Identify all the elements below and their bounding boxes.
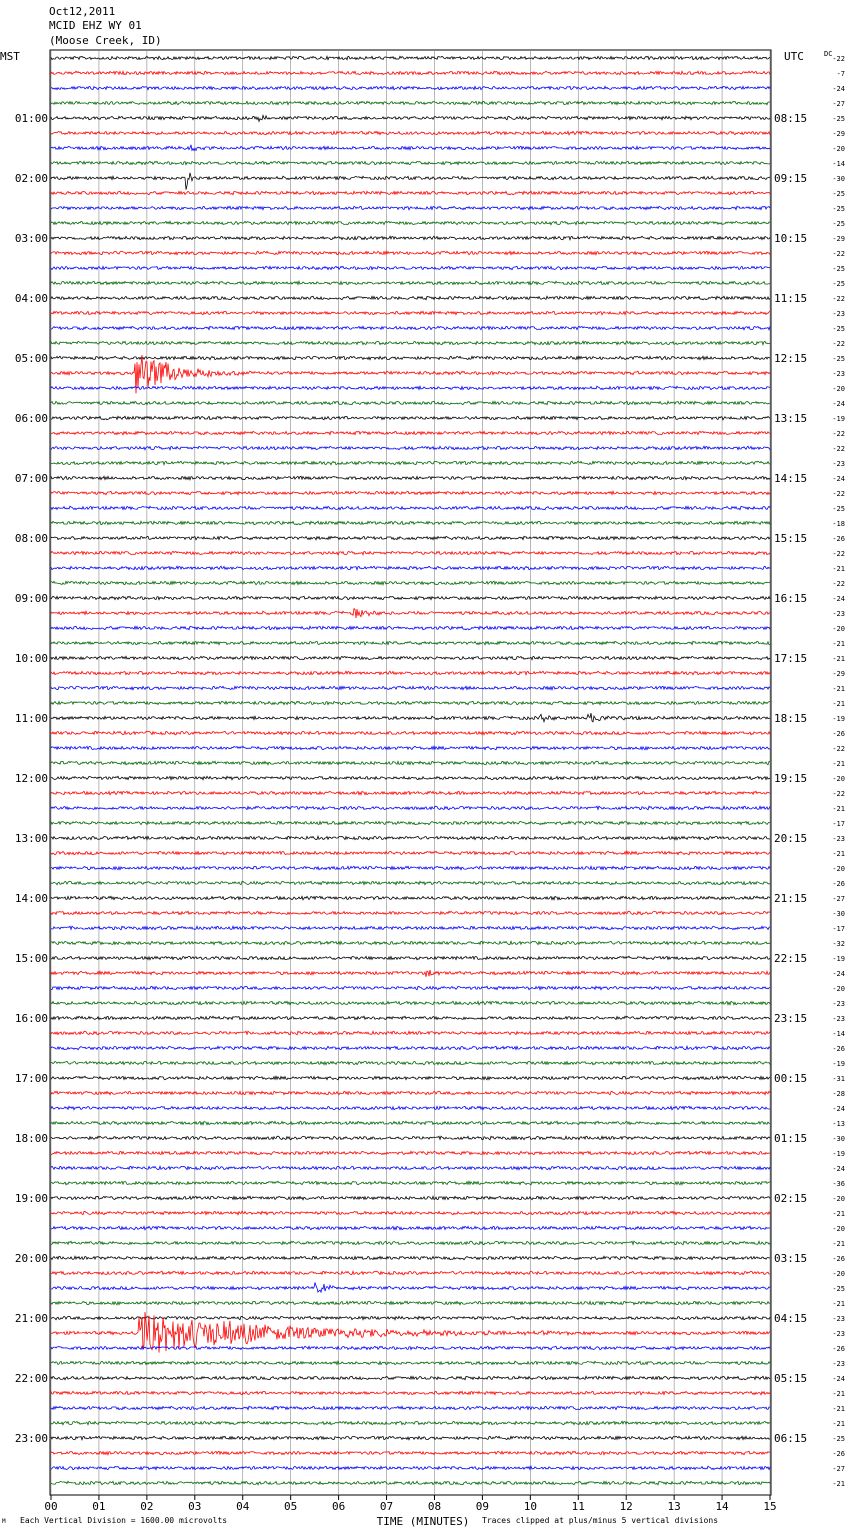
- hour-label-mst: 23:00: [14, 1432, 48, 1445]
- dc-offset-label: -29: [832, 130, 845, 138]
- x-tick-label: 01: [92, 1500, 106, 1513]
- trace-row: [51, 1016, 770, 1019]
- trace-row: [51, 1361, 770, 1364]
- dc-offset-label: -20: [832, 1270, 845, 1278]
- trace-row: [51, 476, 770, 479]
- dc-offset-label: -27: [832, 1465, 845, 1473]
- dc-offset-label: -20: [832, 865, 845, 873]
- trace-row: [51, 926, 770, 930]
- dc-offset-label: -19: [832, 955, 845, 963]
- dc-offset-label: -23: [832, 370, 845, 378]
- dc-offset-label: -22: [832, 340, 845, 348]
- x-tick-label: 07: [379, 1500, 394, 1513]
- dc-offset-label: -26: [832, 1450, 845, 1458]
- dc-offset-label: -13: [832, 1120, 845, 1128]
- dc-offset-label: -24: [832, 1375, 845, 1383]
- x-tick-label: 00: [44, 1500, 58, 1513]
- dc-offset-label: -17: [832, 925, 845, 933]
- right-zone-label: UTC: [784, 50, 804, 63]
- hour-label-mst: 12:00: [14, 772, 48, 785]
- hour-label-utc: 08:15: [774, 112, 808, 125]
- hour-label-mst: 06:00: [14, 412, 48, 425]
- trace-row: [51, 71, 770, 75]
- x-tick-label: 12: [619, 1500, 633, 1513]
- dc-offset-label: -22: [832, 745, 845, 753]
- hour-label-utc: 15:15: [774, 532, 808, 545]
- trace-row: [51, 806, 770, 810]
- dc-label: DC: [824, 50, 833, 58]
- trace-row: [51, 686, 770, 689]
- hour-label-mst: 11:00: [14, 712, 48, 725]
- dc-offset-label: -23: [832, 1000, 845, 1008]
- dc-offset-label: -22: [832, 550, 845, 558]
- trace-row: [51, 266, 770, 269]
- trace-row: [51, 731, 770, 734]
- hour-label-mst: 05:00: [14, 352, 48, 365]
- dc-offset-label: -25: [832, 280, 845, 288]
- trace-row: [51, 881, 770, 884]
- dc-offset-label: -24: [832, 1105, 845, 1113]
- dc-offset-label: -23: [832, 460, 845, 468]
- hour-label-utc: 05:15: [774, 1372, 808, 1385]
- dc-offset-label: -25: [832, 1285, 845, 1293]
- dc-offset-label: -26: [832, 535, 845, 543]
- trace-row: [51, 851, 770, 855]
- trace-row: [51, 713, 770, 722]
- trace-row: [51, 596, 770, 599]
- x-tick-label: 14: [715, 1500, 729, 1513]
- dc-offset-label: -21: [832, 655, 845, 663]
- hour-label-mst: 20:00: [14, 1252, 48, 1265]
- dc-offset-label: -26: [832, 880, 845, 888]
- dc-offset-label: -36: [832, 1180, 845, 1188]
- trace-row: [51, 761, 770, 764]
- hour-label-utc: 03:15: [774, 1252, 808, 1265]
- dc-offset-label: -28: [832, 1090, 845, 1098]
- dc-offset-label: -27: [832, 895, 845, 903]
- x-tick-label: 05: [284, 1500, 298, 1513]
- trace-row: [51, 101, 770, 104]
- dc-offset-label: -21: [832, 1240, 845, 1248]
- dc-offset-label: -21: [832, 565, 845, 573]
- dc-offset-label: -14: [832, 160, 845, 168]
- left-zone-label: MST: [0, 50, 20, 63]
- x-tick-label: 11: [571, 1500, 585, 1513]
- trace-row: [51, 1376, 770, 1379]
- dc-offset-label: -25: [832, 505, 845, 513]
- trace-row: [51, 206, 770, 210]
- hour-label-utc: 20:15: [774, 832, 808, 845]
- x-tick-label: 15: [763, 1500, 777, 1513]
- trace-row: [51, 1421, 770, 1425]
- trace-row: [51, 173, 770, 190]
- dc-offset-label: -30: [832, 175, 845, 183]
- trace-row: [51, 1481, 770, 1484]
- x-tick-label: 13: [667, 1500, 681, 1513]
- trace-row: [51, 536, 770, 540]
- dc-offset-label: -25: [832, 265, 845, 273]
- dc-offset-label: -21: [832, 1300, 845, 1308]
- dc-offset-label: -25: [832, 220, 845, 228]
- trace-row: [51, 581, 770, 584]
- trace-row: [51, 161, 770, 164]
- dc-offset-label: -21: [832, 1480, 845, 1488]
- dc-offset-label: -22: [832, 790, 845, 798]
- trace-row: [51, 1406, 770, 1409]
- trace-row: [51, 641, 770, 645]
- trace-row: [51, 311, 770, 315]
- hour-label-utc: 00:15: [774, 1072, 808, 1085]
- dc-offset-label: -20: [832, 1195, 845, 1203]
- trace-row: [51, 986, 770, 989]
- hour-label-utc: 23:15: [774, 1012, 808, 1025]
- hour-label-utc: 11:15: [774, 292, 808, 305]
- hour-label-utc: 16:15: [774, 592, 808, 605]
- trace-row: [51, 416, 770, 420]
- dc-offset-label: -22: [832, 55, 845, 63]
- dc-offset-label: -20: [832, 145, 845, 153]
- trace-row: [51, 251, 770, 254]
- hour-label-utc: 19:15: [774, 772, 808, 785]
- trace-row: [51, 1121, 770, 1125]
- trace-row: [51, 56, 770, 59]
- trace-row: [51, 1031, 770, 1035]
- scale-note: Each Vertical Division = 1600.00 microvolts: [20, 1516, 228, 1525]
- trace-row: [51, 866, 770, 869]
- trace-row: [51, 356, 770, 359]
- trace-row: [51, 1271, 770, 1274]
- dc-offset-label: -29: [832, 670, 845, 678]
- dc-offset-label: -25: [832, 1435, 845, 1443]
- hour-label-utc: 17:15: [774, 652, 808, 665]
- dc-offset-label: -20: [832, 625, 845, 633]
- hour-label-mst: 02:00: [14, 172, 48, 185]
- trace-row: [51, 609, 770, 618]
- dc-offset-label: -18: [832, 520, 845, 528]
- dc-offset-label: -26: [832, 1045, 845, 1053]
- dc-offset-label: -22: [832, 250, 845, 258]
- trace-row: [51, 1226, 770, 1230]
- trace-row: [51, 1061, 770, 1064]
- trace-row: [51, 941, 770, 944]
- dc-offset-label: -25: [832, 115, 845, 123]
- trace-row: [51, 626, 770, 629]
- trace-row: [51, 1001, 770, 1005]
- x-tick-label: 10: [523, 1500, 537, 1513]
- trace-row: [51, 821, 770, 824]
- dc-offset-label: -24: [832, 400, 845, 408]
- dc-offset-label: -23: [832, 835, 845, 843]
- trace-row: [51, 1466, 770, 1470]
- x-tick-label: 09: [475, 1500, 490, 1513]
- dc-offset-label: -14: [832, 1030, 845, 1038]
- hour-label-utc: 01:15: [774, 1132, 808, 1145]
- trace-row: [51, 296, 770, 299]
- dc-offset-label: -22: [832, 580, 845, 588]
- hour-label-mst: 10:00: [14, 652, 48, 665]
- dc-offset-label: -20: [832, 385, 845, 393]
- dc-offset-label: -19: [832, 1150, 845, 1158]
- dc-offset-label: -17: [832, 820, 845, 828]
- station-title: MCID EHZ WY 01: [49, 19, 142, 32]
- trace-row: [51, 1106, 770, 1110]
- hour-label-mst: 14:00: [14, 892, 48, 905]
- dc-offset-label: -23: [832, 610, 845, 618]
- hour-label-utc: 04:15: [774, 1312, 808, 1325]
- hour-label-mst: 13:00: [14, 832, 48, 845]
- trace-row: [51, 776, 770, 779]
- trace-row: [51, 1283, 770, 1293]
- clip-note: Traces clipped at plus/minus 5 vertical divisions: [482, 1516, 719, 1525]
- dc-offset-label: -21: [832, 805, 845, 813]
- hour-label-utc: 12:15: [774, 352, 808, 365]
- dc-offset-label: -20: [832, 985, 845, 993]
- dc-offset-label: -21: [832, 760, 845, 768]
- trace-row: [51, 566, 770, 570]
- trace-row: [51, 746, 770, 750]
- trace-row: [51, 281, 770, 285]
- trace-row: [51, 461, 770, 464]
- dc-offset-label: -26: [832, 1255, 845, 1263]
- trace-row: [51, 791, 770, 795]
- trace-row: [51, 401, 770, 404]
- dc-offset-label: -25: [832, 205, 845, 213]
- hour-label-utc: 21:15: [774, 892, 808, 905]
- dc-offset-label: -21: [832, 640, 845, 648]
- trace-row: [51, 1136, 770, 1140]
- x-tick-label: 02: [140, 1500, 154, 1513]
- dc-offset-label: -22: [832, 445, 845, 453]
- trace-row: [51, 191, 770, 194]
- trace-row: [51, 551, 770, 554]
- corner-mark: M: [2, 1518, 6, 1525]
- trace-row: [51, 1451, 770, 1454]
- trace-row: [51, 1316, 770, 1319]
- dc-offset-label: -26: [832, 730, 845, 738]
- trace-row: [51, 1391, 770, 1395]
- dc-offset-label: -21: [832, 1405, 845, 1413]
- hour-label-mst: 07:00: [14, 472, 48, 485]
- hour-label-mst: 01:00: [14, 112, 48, 125]
- dc-offset-label: -23: [832, 1315, 845, 1323]
- trace-row: [51, 506, 770, 510]
- trace-row: [51, 86, 770, 89]
- trace-row: [51, 145, 770, 151]
- hour-label-mst: 04:00: [14, 292, 48, 305]
- trace-row: [51, 1436, 770, 1439]
- trace-row: [51, 701, 770, 704]
- trace-row: [51, 221, 770, 224]
- trace-row: [51, 341, 770, 345]
- trace-row: [51, 521, 770, 524]
- trace-row: [51, 1196, 770, 1199]
- dc-offset-label: -7: [836, 70, 845, 78]
- dc-offset-label: -25: [832, 355, 845, 363]
- hour-label-mst: 17:00: [14, 1072, 48, 1085]
- dc-offset-label: -22: [832, 490, 845, 498]
- trace-row: [51, 1301, 770, 1304]
- trace-row: [51, 1046, 770, 1049]
- hour-label-utc: 18:15: [774, 712, 808, 725]
- trace-row: [51, 656, 770, 659]
- dc-offset-label: -30: [832, 910, 845, 918]
- trace-row: [51, 1091, 770, 1094]
- trace-row: [51, 1151, 770, 1154]
- trace-row: [51, 431, 770, 435]
- trace-row: [51, 446, 770, 450]
- dc-offset-label: -21: [832, 700, 845, 708]
- dc-offset-label: -23: [832, 310, 845, 318]
- dc-offset-label: -21: [832, 1390, 845, 1398]
- dc-offset-label: -21: [832, 1210, 845, 1218]
- trace-row: [51, 1256, 770, 1259]
- dc-offset-label: -23: [832, 1015, 845, 1023]
- date-title: Oct12,2011: [49, 5, 116, 18]
- hour-label-utc: 06:15: [774, 1432, 808, 1445]
- hour-label-mst: 16:00: [14, 1012, 48, 1025]
- dc-offset-label: -23: [832, 1360, 845, 1368]
- hour-label-mst: 19:00: [14, 1192, 48, 1205]
- hour-label-utc: 09:15: [774, 172, 808, 185]
- dc-offset-label: -31: [832, 1075, 845, 1083]
- dc-offset-label: -32: [832, 940, 845, 948]
- trace-row: [51, 970, 770, 977]
- dc-offset-label: -29: [832, 235, 845, 243]
- dc-offset-label: -30: [832, 1135, 845, 1143]
- dc-offset-label: -24: [832, 970, 845, 978]
- trace-row: [51, 896, 770, 900]
- trace-row: [51, 1166, 770, 1169]
- dc-offset-label: -24: [832, 85, 845, 93]
- plot-frame: [50, 50, 771, 1495]
- x-axis-label: TIME (MINUTES): [376, 1515, 470, 1528]
- dc-offset-label: -24: [832, 1165, 845, 1173]
- dc-offset-label: -21: [832, 1420, 845, 1428]
- x-tick-label: 06: [331, 1500, 346, 1513]
- dc-offset-label: -22: [832, 430, 845, 438]
- hour-label-utc: 10:15: [774, 232, 808, 245]
- dc-offset-label: -23: [832, 1330, 845, 1338]
- dc-offset-label: -27: [832, 100, 845, 108]
- dc-offset-label: -26: [832, 1345, 845, 1353]
- hour-label-mst: 09:00: [14, 592, 48, 605]
- dc-offset-label: -24: [832, 475, 845, 483]
- dc-offset-label: -22: [832, 295, 845, 303]
- dc-offset-label: -24: [832, 595, 845, 603]
- hour-label-utc: 14:15: [774, 472, 808, 485]
- hour-label-utc: 02:15: [774, 1192, 808, 1205]
- x-tick-label: 03: [188, 1500, 202, 1513]
- dc-offset-label: -21: [832, 850, 845, 858]
- dc-offset-label: -25: [832, 325, 845, 333]
- trace-row: [51, 956, 770, 959]
- x-tick-label: 08: [427, 1500, 442, 1513]
- x-tick-label: 04: [236, 1500, 250, 1513]
- trace-row: [51, 1076, 770, 1080]
- hour-label-mst: 21:00: [14, 1312, 48, 1325]
- dc-offset-label: -20: [832, 775, 845, 783]
- trace-row: [51, 236, 770, 240]
- dc-offset-label: -25: [832, 190, 845, 198]
- hour-label-mst: 18:00: [14, 1132, 48, 1145]
- trace-row: [51, 836, 770, 839]
- location-title: (Moose Creek, ID): [49, 34, 162, 47]
- trace-row: [51, 1241, 770, 1245]
- trace-row: [51, 386, 770, 389]
- hour-label-mst: 03:00: [14, 232, 48, 245]
- dc-offset-label: -19: [832, 1060, 845, 1068]
- trace-row: [51, 1181, 770, 1185]
- hour-label-utc: 22:15: [774, 952, 808, 965]
- dc-offset-label: -19: [832, 715, 845, 723]
- trace-row: [51, 326, 770, 329]
- dc-offset-label: -19: [832, 415, 845, 423]
- dc-offset-label: -20: [832, 1225, 845, 1233]
- trace-row: [51, 911, 770, 915]
- dc-offset-label: -21: [832, 685, 845, 693]
- trace-row: [51, 131, 770, 135]
- trace-row: [51, 491, 770, 494]
- hour-label-utc: 13:15: [774, 412, 808, 425]
- trace-row: [51, 115, 770, 121]
- hour-label-mst: 08:00: [14, 532, 48, 545]
- trace-row: [51, 671, 770, 675]
- hour-label-mst: 15:00: [14, 952, 48, 965]
- trace-row: [51, 1211, 770, 1214]
- hour-label-mst: 22:00: [14, 1372, 48, 1385]
